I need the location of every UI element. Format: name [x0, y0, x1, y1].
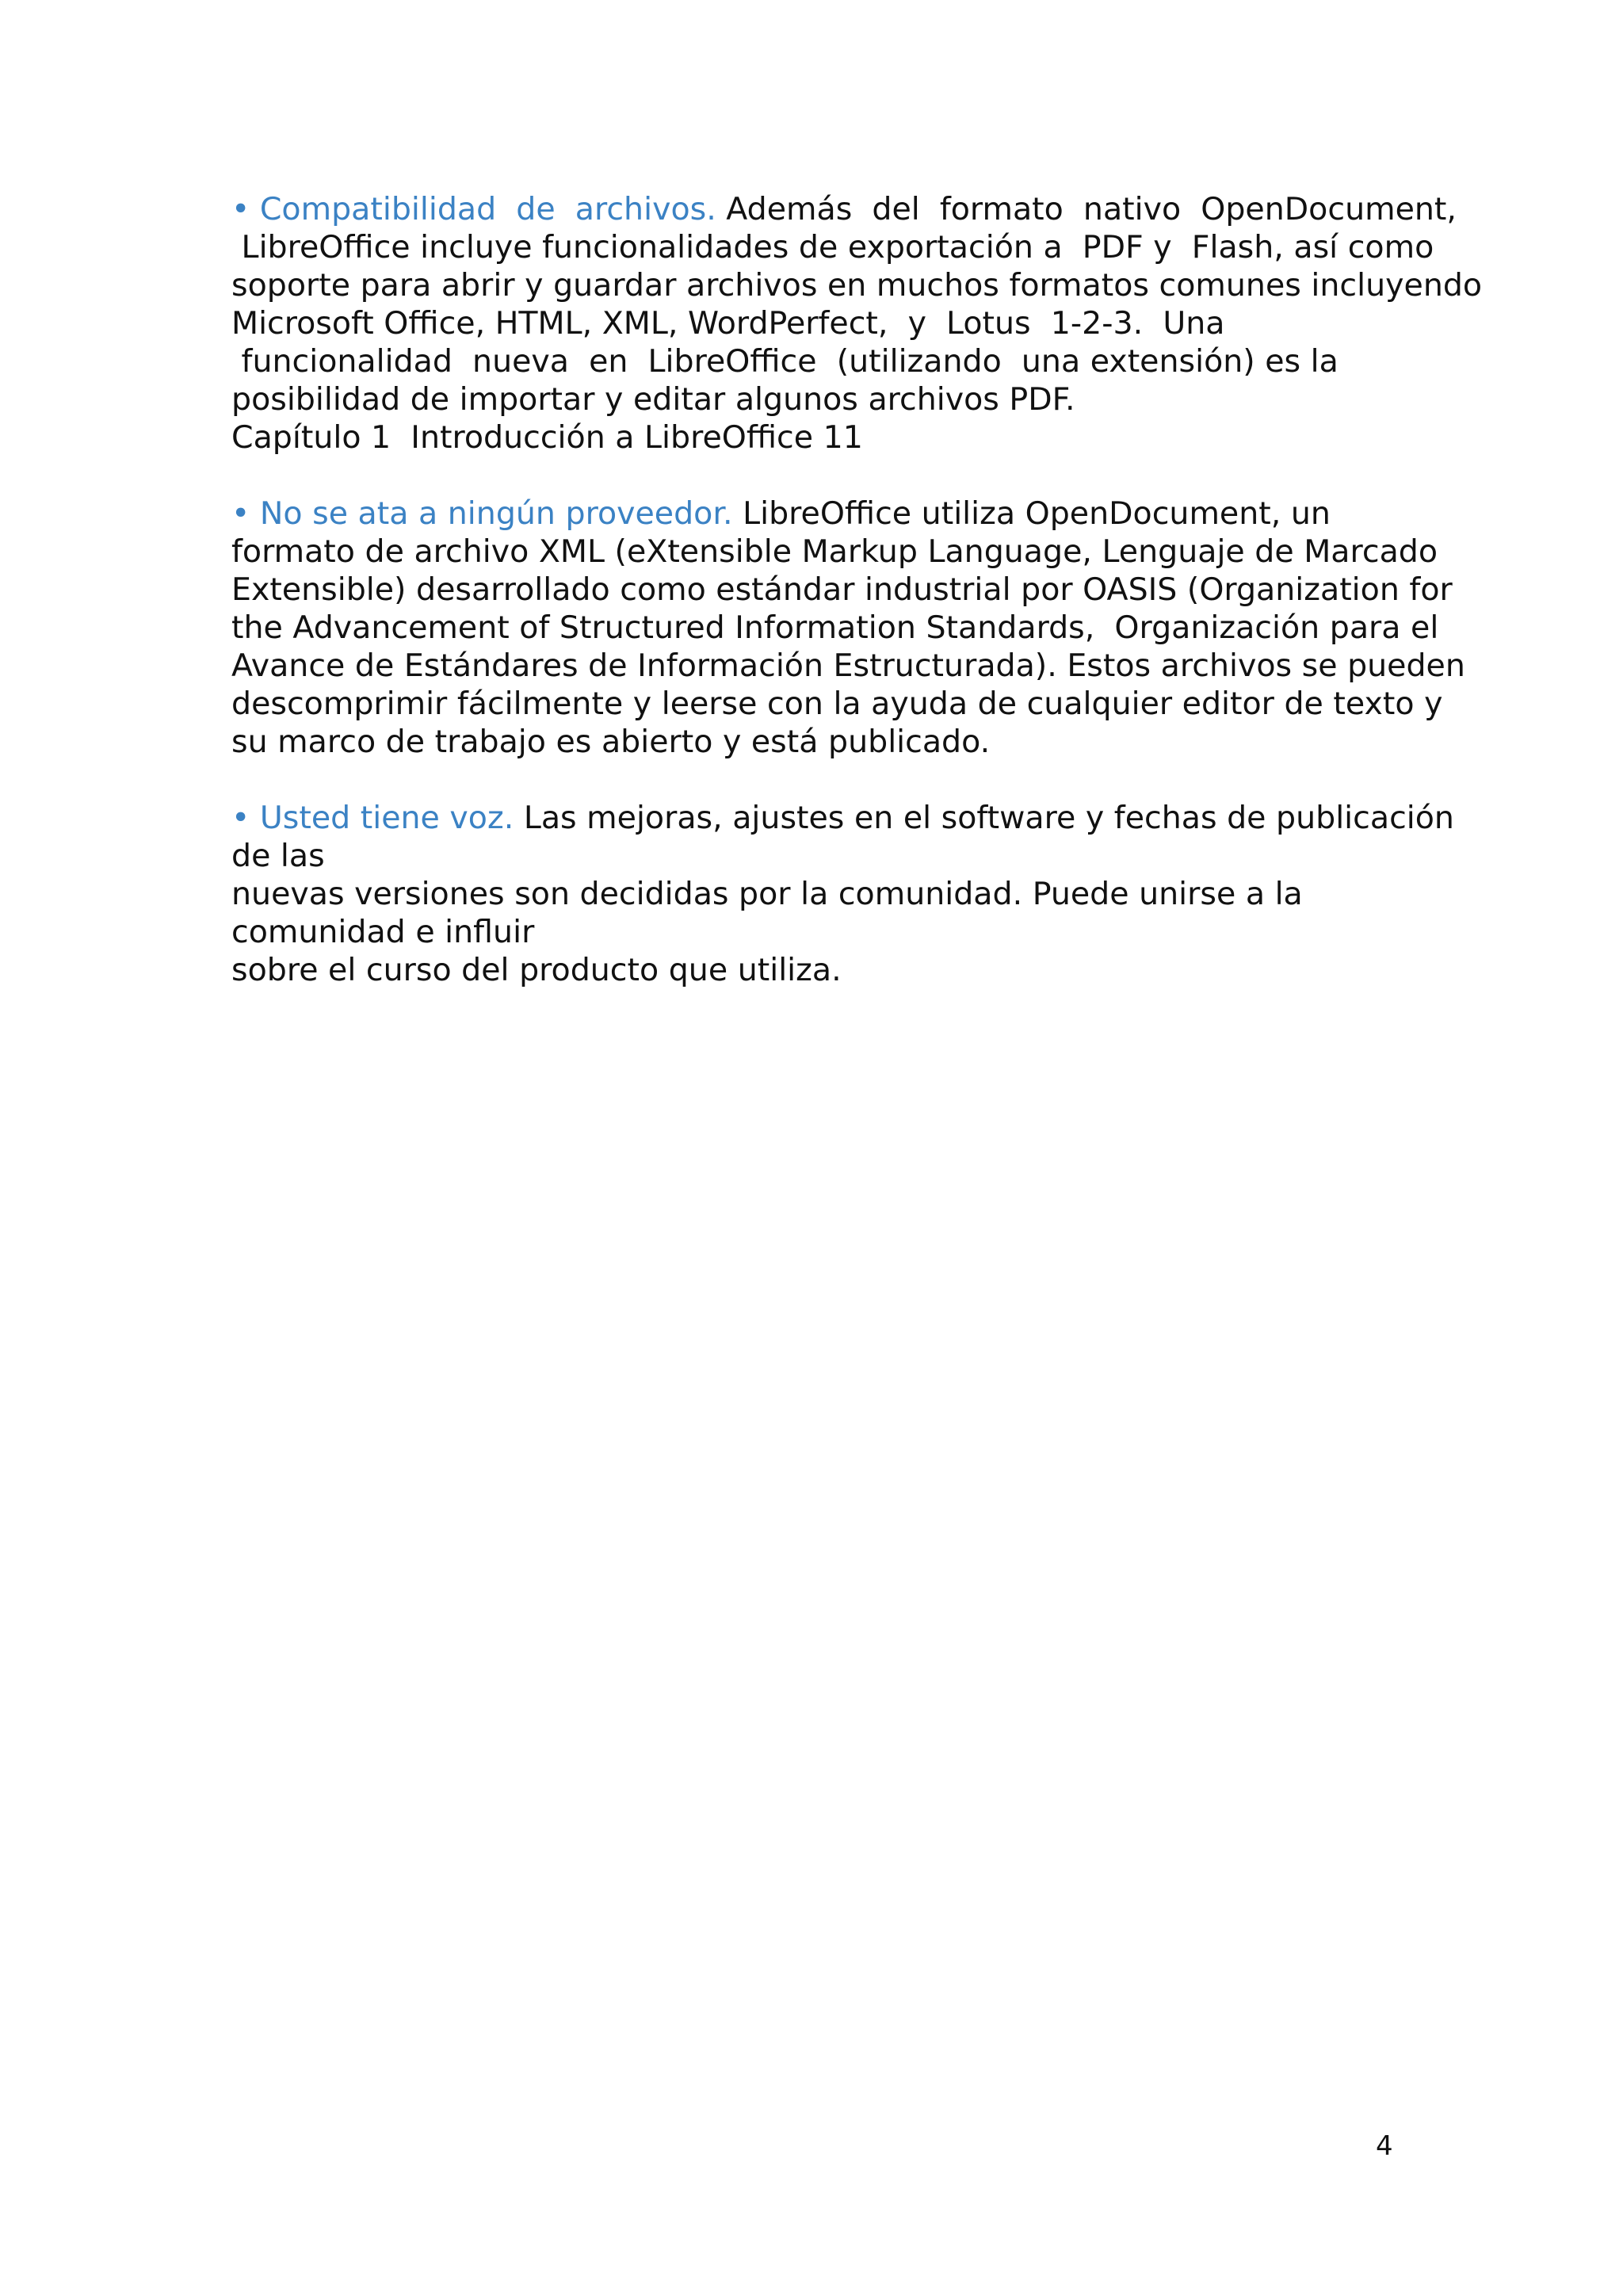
paragraph-lead: • Usted tiene voz.	[231, 800, 514, 836]
page-number: 4	[1376, 2130, 1393, 2162]
paragraph-line: formato de archivo XML (eXtensible Markup Language, Lenguaje de Marcado	[231, 533, 1438, 570]
paragraph-no-vendor-lock	[231, 495, 1465, 761]
paragraph-text: Las mejoras, ajustes en el software y fechas de publicación	[514, 800, 1454, 836]
paragraph-lead: • No se ata a ningún proveedor.	[231, 495, 733, 532]
paragraph-line: descomprimir fácilmente y leerse con la ayuda de cualquier editor de texto y	[231, 686, 1443, 722]
paragraph-first-line	[231, 799, 1454, 837]
paragraph-text: LibreOffice utiliza OpenDocument, un	[732, 495, 1331, 532]
paragraph-first-line	[231, 495, 1404, 533]
paragraph-first-line	[231, 190, 1457, 228]
paragraph-line: Avance de Estándares de Información Estructurada). Estos archivos se pueden	[231, 648, 1465, 684]
paragraph-line: de las	[231, 838, 325, 874]
paragraph-line: sobre el curso del producto que utiliza.	[231, 952, 842, 988]
paragraph-line: nuevas versiones son decididas por la comunidad. Puede unirse a la	[231, 876, 1303, 912]
paragraph-line: Extensible) desarrollado como estándar industrial por OASIS (Organization for	[231, 571, 1453, 608]
paragraph-line: posibilidad de importar y editar algunos archivos PDF.	[231, 381, 1075, 418]
paragraph-file-compatibility	[231, 190, 1483, 457]
paragraph-lead: • Compatibilidad de archivos.	[231, 191, 716, 227]
paragraph-line: soporte para abrir y guardar archivos en muchos formatos comunes incluyendo	[231, 267, 1483, 304]
paragraph-line: Microsoft Office, HTML, XML, WordPerfect, y Lotus 1-2-3. Una	[231, 305, 1225, 342]
paragraph-text: Además del formato nativo OpenDocument,	[716, 191, 1457, 227]
paragraph-line: comunidad e influir	[231, 914, 535, 950]
document-body	[231, 190, 1483, 1027]
paragraph-line: the Advancement of Structured Information Standards, Organización para el	[231, 609, 1439, 646]
paragraph-line: funcionalidad nueva en LibreOffice (utilizando una extensión) es la	[231, 343, 1338, 380]
paragraph-line: LibreOffice incluye funcionalidades de exportación a PDF y Flash, así como	[231, 229, 1434, 266]
paragraph-you-have-a-voice	[231, 799, 1454, 989]
paragraph-line: su marco de trabajo es abierto y está publicado.	[231, 724, 991, 760]
chapter-reference: Capítulo 1 Introducción a LibreOffice 11	[231, 419, 863, 456]
